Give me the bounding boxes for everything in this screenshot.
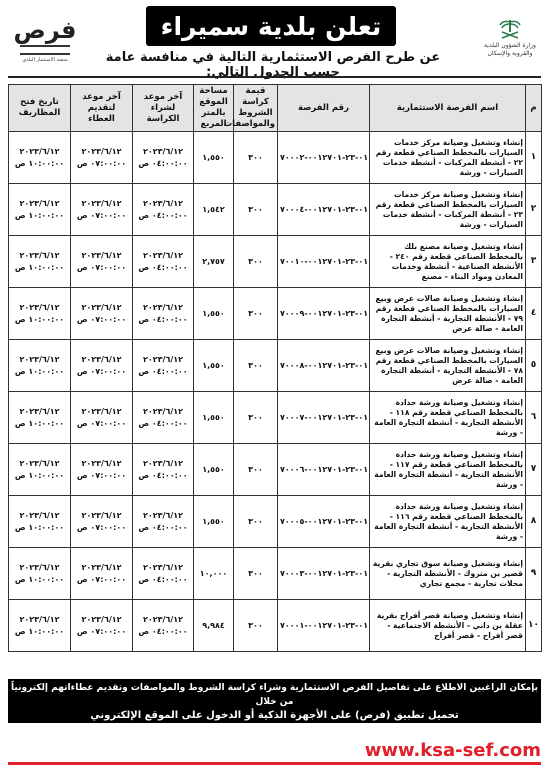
ministry-name: وزارة الشؤون البلدية والقروية والإسكان	[484, 42, 536, 57]
cell-buy: ٢٠٢٣/٦/١٢ ٠٤:٠٠:٠٠ ص	[133, 496, 194, 548]
cell-idx: ٤	[526, 288, 542, 340]
cell-fee: ٣٠٠	[234, 496, 278, 548]
cell-name: إنشاء وتشغيل وصيانة ورشة حدادة بالمخطط الصناعي قطعة رقم ١١٧ - الأنشطة التجارية - أنشطة التجارة العامة - ورشة	[370, 444, 526, 496]
cell-submit: ٢٠٢٣/٦/١٢ ٠٧:٠٠:٠٠ ص	[71, 236, 133, 288]
furas-logo	[10, 16, 80, 74]
cell-idx: ١	[526, 132, 542, 184]
cell-name: إنشاء وتشغيل وصيانة ورشة حدادة بالمخطط الصناعي قطعة رقم ١١٦ - الأنشطة التجارية - أنشطة التجارة العامة - ورشة	[370, 496, 526, 548]
furas-logo-text: فرص	[13, 16, 77, 44]
cell-idx: ٣	[526, 236, 542, 288]
cell-number: ٠١-٢٣-٠٠١٢٧٠١-٧٠٠٠٣	[278, 548, 370, 600]
cell-area: ١,٥٥٠	[194, 340, 234, 392]
footer-line-2: تحميل تطبيق (فرص) على الأجهزة الذكية أو الدخول على الموقع الإلكتروني (https://Furas.momra.gov.sa)	[90, 710, 459, 735]
palm-emblem-icon	[495, 18, 525, 42]
table-row	[9, 392, 542, 444]
cell-area: ١,٥٥٠	[194, 288, 234, 340]
cell-buy: ٢٠٢٣/٦/١٢ ٠٤:٠٠:٠٠ ص	[133, 444, 194, 496]
bottom-divider	[8, 762, 541, 765]
cell-number: ٠١-٢٣-٠٠١٢٧٠١-٧٠٠٠٩	[278, 288, 370, 340]
cell-name: إنشاء وتشغيل وصيانة صالات عرض وبيع السيارات بالمخطط الصناعي قطعة رقم ٧٨ - الأنشطة التجارية - أنشطة التجارة العامة - صالة عرض	[370, 340, 526, 392]
cell-name: إنشاء وتشغيل وصيانة مصنع بلك بالمخطط الصناعي قطعة رقم ٢٤٠ - الأنشطة الصناعية - أنشطة وخدمات المعادن ومواد البناء - مصنع	[370, 236, 526, 288]
cell-submit: ٢٠٢٣/٦/١٢ ٠٧:٠٠:٠٠ ص	[71, 288, 133, 340]
table-row	[9, 340, 542, 392]
col-header-buy: آخر موعد لشراء الكراسة	[133, 85, 194, 132]
cell-buy: ٢٠٢٣/٦/١٢ ٠٤:٠٠:٠٠ ص	[133, 132, 194, 184]
cell-area: ١,٥٥٠	[194, 392, 234, 444]
cell-number: ٠١-٢٣-٠٠١٢٧٠١-٧٠٠٠١	[278, 600, 370, 652]
cell-idx: ٦	[526, 392, 542, 444]
cell-area: ٩,٩٨٤	[194, 600, 234, 652]
cell-area: ١,٥٤٢	[194, 184, 234, 236]
cell-open: ٢٠٢٣/٦/١٢ ١٠:٠٠:٠٠ ص	[9, 132, 71, 184]
table-header-row	[9, 85, 542, 132]
cell-buy: ٢٠٢٣/٦/١٢ ٠٤:٠٠:٠٠ ص	[133, 184, 194, 236]
cell-number: ٠١-٢٣-٠٠١٢٧٠١-٧٠٠٠٤	[278, 184, 370, 236]
table-body	[9, 132, 542, 652]
cell-area: ١٠,٠٠٠	[194, 548, 234, 600]
col-header-idx: م	[526, 85, 542, 132]
table-row	[9, 184, 542, 236]
cell-number: ٠١-٢٣-٠٠١٢٧٠١-٧٠٠٠٧	[278, 392, 370, 444]
cell-submit: ٢٠٢٣/٦/١٢ ٠٧:٠٠:٠٠ ص	[71, 340, 133, 392]
cell-idx: ١٠	[526, 600, 542, 652]
cell-open: ٢٠٢٣/٦/١٢ ١٠:٠٠:٠٠ ص	[9, 444, 71, 496]
page-subtitle: عن طرح الفرص الاستثمارية التالية في منافسة عامة حسب الجدول التالي:	[105, 50, 441, 80]
footer-banner	[8, 679, 541, 735]
cell-submit: ٢٠٢٣/٦/١٢ ٠٧:٠٠:٠٠ ص	[71, 444, 133, 496]
cell-number: ٠١-٢٣-٠٠١٢٧٠١-٧٠٠٠٦	[278, 444, 370, 496]
table-row	[9, 288, 542, 340]
ministry-logo	[479, 18, 541, 78]
cell-open: ٢٠٢٣/٦/١٢ ١٠:٠٠:٠٠ ص	[9, 600, 71, 652]
cell-name: إنشاء وتشغيل وصيانة قصر أفراح بقرية عقلة بن داني - الأنشطة الاجتماعية - قصر أفراح - قصر أفراح	[370, 600, 526, 652]
cell-area: ٢,٧٥٧	[194, 236, 234, 288]
col-header-number: رقم الفرصة	[278, 85, 370, 132]
cell-buy: ٢٠٢٣/٦/١٢ ٠٤:٠٠:٠٠ ص	[133, 600, 194, 652]
cell-fee: ٣٠٠	[234, 600, 278, 652]
cell-fee: ٣٠٠	[234, 444, 278, 496]
cell-buy: ٢٠٢٣/٦/١٢ ٠٤:٠٠:٠٠ ص	[133, 392, 194, 444]
table-row	[9, 444, 542, 496]
cell-number: ٠١-٢٣-٠٠١٢٧٠١-٧٠٠٠٥	[278, 496, 370, 548]
col-header-open: تاريخ فتح المظاريف	[9, 85, 71, 132]
cell-buy: ٢٠٢٣/٦/١٢ ٠٤:٠٠:٠٠ ص	[133, 340, 194, 392]
cell-open: ٢٠٢٣/٦/١٢ ١٠:٠٠:٠٠ ص	[9, 184, 71, 236]
page-title: تعلن بلدية سميراء	[146, 6, 396, 46]
cell-buy: ٢٠٢٣/٦/١٢ ٠٤:٠٠:٠٠ ص	[133, 288, 194, 340]
cell-open: ٢٠٢٣/٦/١٢ ١٠:٠٠:٠٠ ص	[9, 548, 71, 600]
footer-line-1: بإمكان الراغبين الاطلاع على تفاصيل الفرص الاستثمارية وشراء كراسة الشروط والمواصفات وتقديم عطاءاتهم إلكترونياً من خلال	[11, 683, 538, 707]
cell-number: ٠١-٢٣-٠٠١٢٧٠١-٧٠٠١٠	[278, 236, 370, 288]
cell-idx: ٨	[526, 496, 542, 548]
cell-submit: ٢٠٢٣/٦/١٢ ٠٧:٠٠:٠٠ ص	[71, 184, 133, 236]
table-row	[9, 236, 542, 288]
watermark-url: www.ksa-sef.com	[364, 740, 541, 761]
cell-submit: ٢٠٢٣/٦/١٢ ٠٧:٠٠:٠٠ ص	[71, 392, 133, 444]
cell-submit: ٢٠٢٣/٦/١٢ ٠٧:٠٠:٠٠ ص	[71, 548, 133, 600]
cell-name: إنشاء وتشغيل وصيانة مركز خدمات السيارات بالمخطط الصناعي قطعة رقم ٢٢ - أنشطة المركبات - أنشطة خدمات السيارات - ورشة	[370, 132, 526, 184]
header-rule	[8, 76, 541, 78]
table-row	[9, 132, 542, 184]
cell-submit: ٢٠٢٣/٦/١٢ ٠٧:٠٠:٠٠ ص	[71, 496, 133, 548]
cell-fee: ٣٠٠	[234, 340, 278, 392]
cell-idx: ٢	[526, 184, 542, 236]
cell-fee: ٣٠٠	[234, 132, 278, 184]
cell-buy: ٢٠٢٣/٦/١٢ ٠٤:٠٠:٠٠ ص	[133, 548, 194, 600]
header	[8, 6, 541, 80]
cell-idx: ٧	[526, 444, 542, 496]
col-header-submit: آخر موعد لتقديم العطاء	[71, 85, 133, 132]
cell-name: إنشاء وتشغيل وصيانة صالات عرض وبيع السيارات بالمخطط الصناعي قطعة رقم ٧٩ - الأنشطة التجارية - أنشطة التجارة العامة - صالة عرض	[370, 288, 526, 340]
col-header-fee: قيمة كراسة الشروط والمواصفات	[234, 85, 278, 132]
cell-fee: ٣٠٠	[234, 548, 278, 600]
cell-fee: ٣٠٠	[234, 392, 278, 444]
furas-logo-bar	[20, 45, 70, 55]
cell-name: إنشاء وتشغيل وصيانة مركز خدمات السيارات بالمخطط الصناعي قطعة رقم ٢٣ - أنشطة المركبات - أنشطة خدمات السيارات - ورشة	[370, 184, 526, 236]
cell-buy: ٢٠٢٣/٦/١٢ ٠٤:٠٠:٠٠ ص	[133, 236, 194, 288]
cell-area: ١,٥٥٠	[194, 496, 234, 548]
cell-area: ١,٥٥٠	[194, 444, 234, 496]
cell-open: ٢٠٢٣/٦/١٢ ١٠:٠٠:٠٠ ص	[9, 496, 71, 548]
cell-open: ٢٠٢٣/٦/١٢ ١٠:٠٠:٠٠ ص	[9, 288, 71, 340]
furas-logo-sub: منصة الاستثمار البلدي	[22, 57, 68, 63]
col-header-area: مساحة الموقع بالمتر المربع	[194, 85, 234, 132]
table-row	[9, 548, 542, 600]
cell-name: إنشاء وتشغيل وصيانة سوق تجاري بقرية قصير بن متروك - الأنشطة التجارية - محلات تجارية - مجمع تجاري	[370, 548, 526, 600]
table-row	[9, 600, 542, 652]
cell-idx: ٩	[526, 548, 542, 600]
cell-name: إنشاء وتشغيل وصيانة ورشة حدادة بالمخطط الصناعي قطعة رقم ١١٨ - الأنشطة التجارية - أنشطة التجارة العامة - ورشة	[370, 392, 526, 444]
opportunities-table	[8, 84, 542, 652]
cell-fee: ٣٠٠	[234, 184, 278, 236]
cell-area: ١,٥٥٠	[194, 132, 234, 184]
cell-number: ٠١-٢٣-٠٠١٢٧٠١-٧٠٠٠٢	[278, 132, 370, 184]
cell-idx: ٥	[526, 340, 542, 392]
col-header-name: اسم الفرصة الاستثمارية	[370, 85, 526, 132]
cell-submit: ٢٠٢٣/٦/١٢ ٠٧:٠٠:٠٠ ص	[71, 132, 133, 184]
cell-fee: ٣٠٠	[234, 288, 278, 340]
cell-open: ٢٠٢٣/٦/١٢ ١٠:٠٠:٠٠ ص	[9, 236, 71, 288]
cell-fee: ٣٠٠	[234, 236, 278, 288]
table-row	[9, 496, 542, 548]
cell-open: ٢٠٢٣/٦/١٢ ١٠:٠٠:٠٠ ص	[9, 340, 71, 392]
cell-open: ٢٠٢٣/٦/١٢ ١٠:٠٠:٠٠ ص	[9, 392, 71, 444]
opportunities-table-wrap	[8, 84, 541, 652]
cell-number: ٠١-٢٣-٠٠١٢٧٠١-٧٠٠٠٨	[278, 340, 370, 392]
cell-submit: ٢٠٢٣/٦/١٢ ٠٧:٠٠:٠٠ ص	[71, 600, 133, 652]
